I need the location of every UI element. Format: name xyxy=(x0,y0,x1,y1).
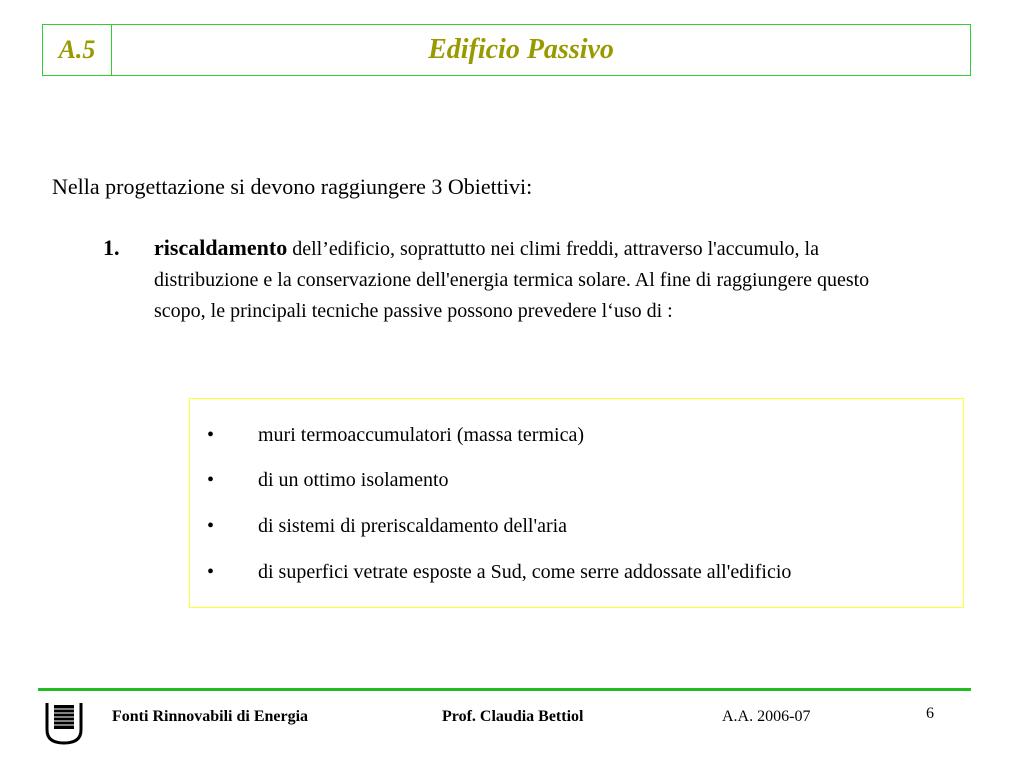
techniques-box xyxy=(189,398,964,608)
objective-body xyxy=(154,232,903,327)
footer-professor: Prof. Claudia Bettiol xyxy=(442,708,584,725)
bullet-marker: • xyxy=(207,424,215,446)
technique-text: di sistemi di preriscaldamento dell'aria xyxy=(258,515,568,537)
footer-year: A.A. 2006-07 xyxy=(722,708,811,725)
objective-item xyxy=(103,232,903,327)
objective-number: 1. xyxy=(103,235,120,260)
technique-text: di superfici vetrate esposte a Sud, come serre addossate all'edificio xyxy=(258,561,792,583)
footer-divider xyxy=(38,688,971,691)
bullet-marker: • xyxy=(207,561,215,583)
technique-text: di un ottimo isolamento xyxy=(258,469,449,491)
objective-keyword: riscaldamento xyxy=(154,235,288,260)
technique-text: muri termoaccumulatori (massa termica) xyxy=(258,424,584,446)
bullet-marker: • xyxy=(207,469,215,491)
page-number: 6 xyxy=(926,705,934,722)
bullet-marker: • xyxy=(207,515,215,537)
intro-text: Nella progettazione si devono raggiungere 3 Obiettivi: xyxy=(52,174,533,199)
section-code: A.5 xyxy=(43,25,112,75)
slide-header xyxy=(42,24,971,76)
slide-title: Edificio Passivo xyxy=(428,34,614,65)
footer-course: Fonti Rinnovabili di Energia xyxy=(112,708,309,725)
university-logo-icon xyxy=(44,700,84,746)
objective-text: dell’edificio, soprattutto nei climi freddi, attraverso l'accumulo, la distribuzione e la conservazione dell'energia termica solare. Al fine di raggiungere questo scopo, le principali tecniche passive possono prevedere l‘uso di : xyxy=(154,238,870,322)
